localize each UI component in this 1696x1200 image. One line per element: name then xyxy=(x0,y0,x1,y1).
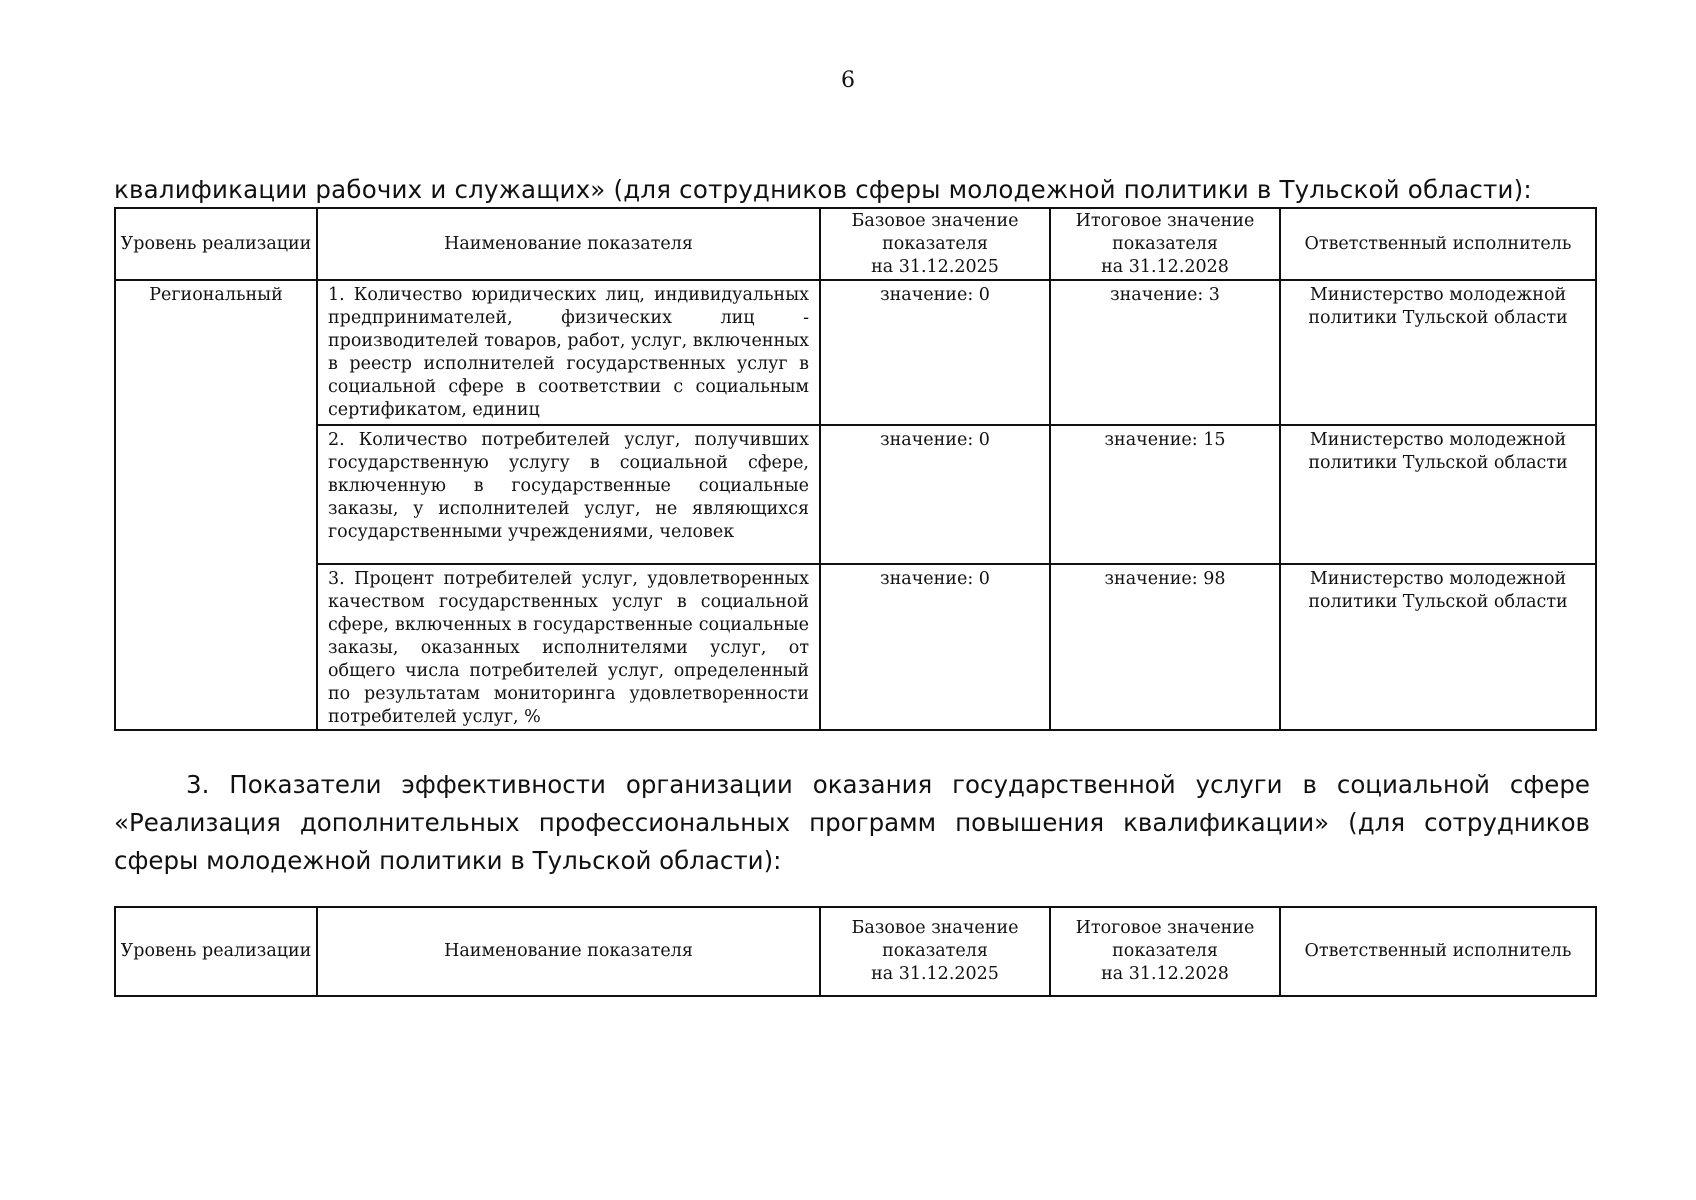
header-indicator-name: Наименование показателя xyxy=(317,208,820,280)
header-target-line: показателя xyxy=(1112,233,1218,254)
base-value-cell: значение: 0 xyxy=(820,425,1050,564)
header-base-line: на 31.12.2025 xyxy=(871,964,999,984)
page-number: 6 xyxy=(841,68,855,93)
table-header-row xyxy=(115,208,1596,280)
target-value-cell: значение: 98 xyxy=(1050,564,1280,730)
indicator-name-cell: 1. Количество юридических лиц, индивидуальных предпринимателей, физических лиц - производителей товаров, работ, услуг, включенных в реестр исполнителей государственных услуг в социальной сфере в соответствии с социальным сертификатом, единиц xyxy=(317,280,820,425)
indicator-name-cell: 3. Процент потребителей услуг, удовлетворенных качеством государственных услуг в социальной сфере, включенных в государственные социальные заказы, оказанных исполнителями услуг, от общего числа потребителей услуг, определенный по результатам мониторинга удовлетворенности потребителей услуг, % xyxy=(317,564,820,730)
base-value-cell: значение: 0 xyxy=(820,280,1050,425)
header-base-line: показателя xyxy=(882,233,988,254)
table-header xyxy=(115,907,1596,996)
section-3-heading: 3. Показатели эффективности организации оказания государственной услуги в социальной сфере «Реализация дополнительных профессиональных программ повышения квалификации» (для сотрудников сферы молодежной политики в Тульской области): xyxy=(114,770,1590,875)
header-target-value xyxy=(1050,208,1280,280)
indicator-name-cell: 2. Количество потребителей услуг, получивших государственную услугу в социальной сфере, включенную в государственные социальные заказы, у исполнителей услуг, не являющихся государственными учреждениями, человек xyxy=(317,425,820,564)
header-executor: Ответственный исполнитель xyxy=(1280,907,1596,996)
header-base-line: показателя xyxy=(882,941,988,961)
target-value-cell: значение: 3 xyxy=(1050,280,1280,425)
header-target-value xyxy=(1050,907,1280,996)
level-cell: Региональный xyxy=(115,280,317,730)
header-base-line: Базовое значение xyxy=(851,210,1019,231)
executor-cell: Министерство молодежной политики Тульской области xyxy=(1280,280,1596,425)
base-value-cell: значение: 0 xyxy=(820,564,1050,730)
table-header xyxy=(115,208,1596,280)
table-row xyxy=(115,425,1596,564)
header-target-line: Итоговое значение xyxy=(1075,918,1255,938)
header-level: Уровень реализации xyxy=(115,907,317,996)
table-row xyxy=(115,564,1596,730)
executor-cell: Министерство молодежной политики Тульской области xyxy=(1280,564,1596,730)
header-target-line: на 31.12.2028 xyxy=(1101,964,1229,984)
lead-text: квалификации рабочих и служащих» (для сотрудников сферы молодежной политики в Тульской области): xyxy=(114,175,1532,204)
header-base-value xyxy=(820,907,1050,996)
indicators-table-advanced-training xyxy=(114,906,1597,997)
target-value-cell: значение: 15 xyxy=(1050,425,1280,564)
indicators-table-qualification-workers xyxy=(114,207,1597,731)
table-header-row xyxy=(115,907,1596,996)
header-base-line: на 31.12.2025 xyxy=(871,256,999,277)
header-level: Уровень реализации xyxy=(115,208,317,280)
table-row xyxy=(115,280,1596,425)
header-base-line: Базовое значение xyxy=(851,918,1019,938)
header-base-value xyxy=(820,208,1050,280)
header-executor: Ответственный исполнитель xyxy=(1280,208,1596,280)
header-target-line: на 31.12.2028 xyxy=(1101,256,1229,277)
header-indicator-name: Наименование показателя xyxy=(317,907,820,996)
header-target-line: показателя xyxy=(1112,941,1218,961)
header-target-line: Итоговое значение xyxy=(1075,210,1255,231)
executor-cell: Министерство молодежной политики Тульской области xyxy=(1280,425,1596,564)
